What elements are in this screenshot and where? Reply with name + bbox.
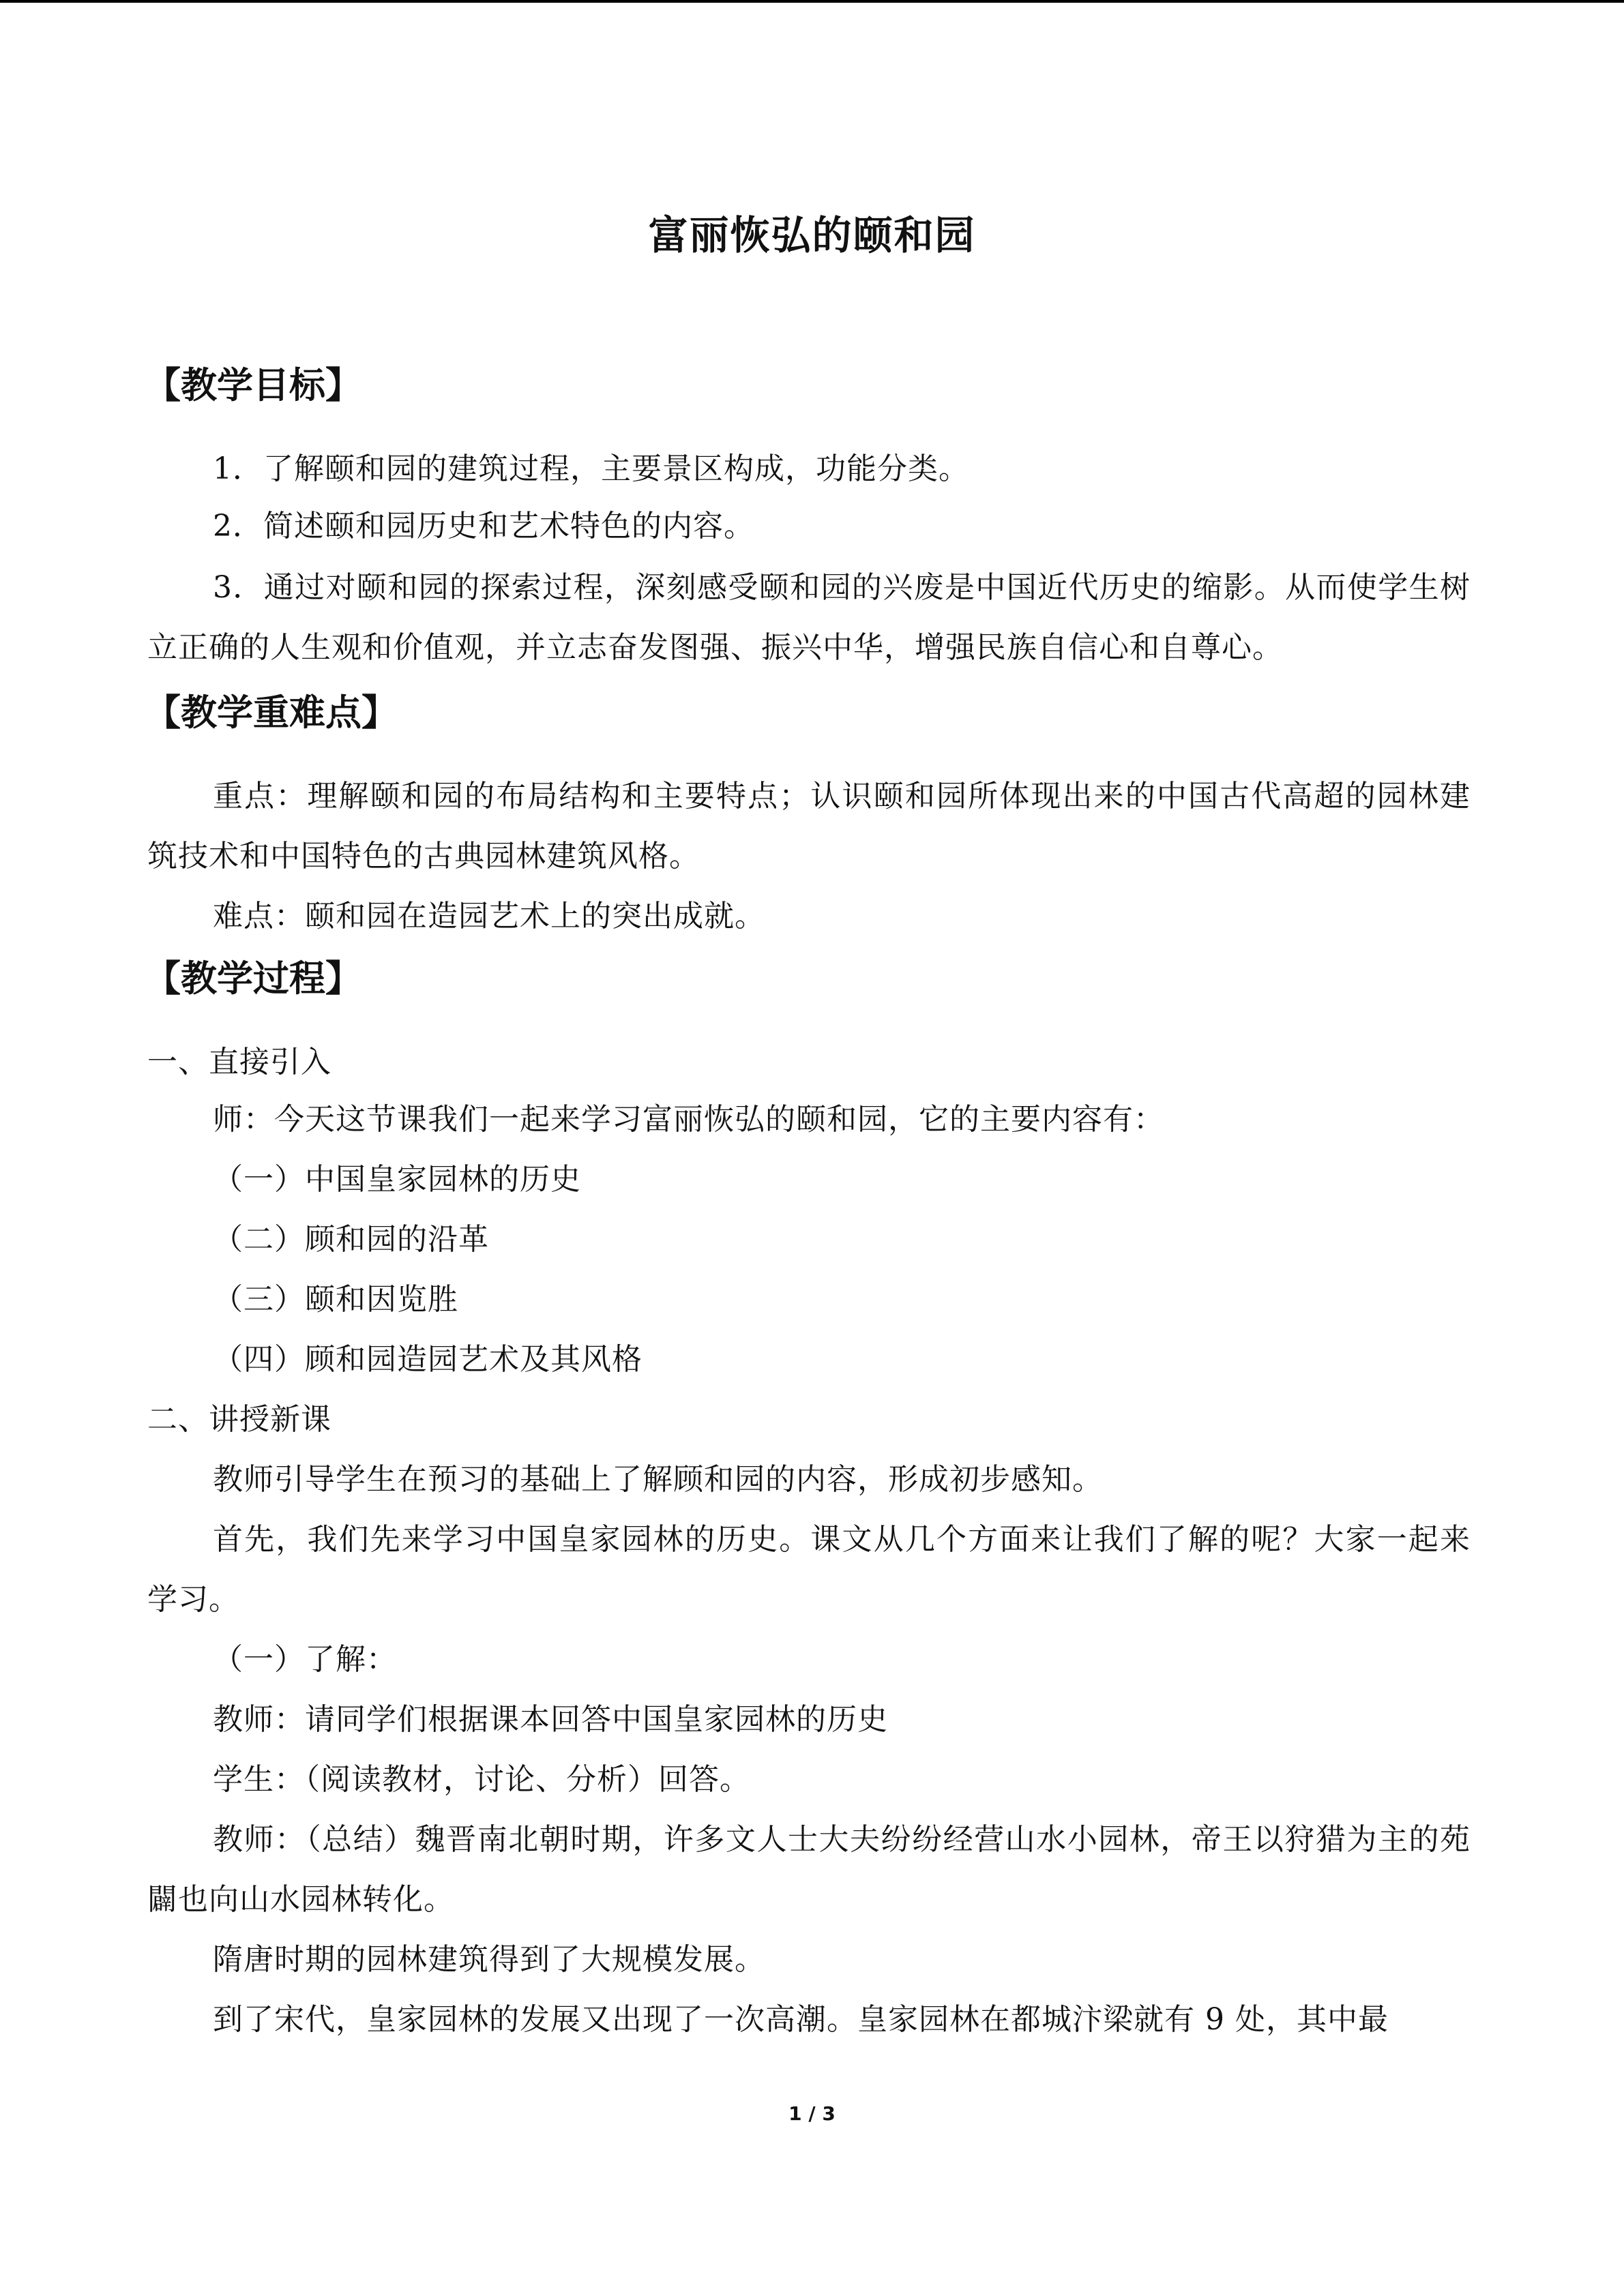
process-part2-p2: 首先，我们先来学习中国皇家园林的历史。课文从几个方面来让我们了解的呢？大家一起来学习。 <box>147 1522 1471 1617</box>
teacher-question: 教师：请同学们根据课本回答中国皇家园林的历史 <box>213 1702 888 1737</box>
process-part1-title: 一、直接引入 <box>147 1045 331 1079</box>
key-point-difficulty: 难点：颐和园在造园艺术上的突出成就。 <box>213 899 765 934</box>
section-heading-objectives: 【教学目标】 <box>145 365 361 406</box>
section-heading-key-points: 【教学重难点】 <box>145 692 398 734</box>
content-list-item-4: （四）顾和园造园艺术及其风格 <box>213 1342 643 1377</box>
process-part1-intro: 师：今天这节课我们一起来学习富丽恢弘的颐和园，它的主要内容有： <box>213 1102 1164 1137</box>
student-answer: 学生：（阅读教材，讨论、分析）回答。 <box>213 1762 750 1797</box>
process-part2-p1: 教师引导学生在预习的基础上了解顾和园的内容，形成初步感知。 <box>213 1462 1103 1497</box>
document-title: 富丽恢弘的颐和园 <box>648 212 976 258</box>
process-part2-title: 二、讲授新课 <box>147 1402 331 1437</box>
top-border-rule <box>0 0 1624 3</box>
key-point-emphasis: 重点：理解颐和园的布局结构和主要特点；认识颐和园所体现出来的中国古代高超的园林建筑技术和中国特色的古典园林建筑风格。 <box>147 779 1471 874</box>
page-number: 1 / 3 <box>788 2102 836 2125</box>
objective-item-3: 3．通过对颐和园的探索过程，深刻感受颐和园的兴废是中国近代历史的缩影。从而使学生树立正确的人生观和价值观，并立志奋发图强、振兴中华，增强民族自信心和自尊心。 <box>147 570 1471 665</box>
process-part2-sub-label: （一）了解： <box>213 1642 397 1677</box>
content-list-item-1: （一）中国皇家园林的历史 <box>213 1162 581 1197</box>
sui-tang-paragraph: 隋唐时期的园林建筑得到了大规模发展。 <box>213 1942 765 1977</box>
content-list-item-2: （二）顾和园的沿革 <box>213 1222 489 1257</box>
objective-item-2: 2．简述颐和园历史和艺术特色的内容。 <box>213 509 754 543</box>
section-heading-process: 【教学过程】 <box>145 958 361 1000</box>
teacher-summary: 教师：（总结）魏晋南北朝时期，许多文人士大夫纷纷经营山水小园林，帝王以狩猎为主的苑闢也向山水园林转化。 <box>147 1822 1471 1917</box>
content-list-item-3: （三）颐和因览胜 <box>213 1282 458 1317</box>
song-paragraph: 到了宋代，皇家园林的发展又出现了一次高潮。皇家园林在都城汴梁就有 9 处，其中最 <box>213 2002 1389 2037</box>
objective-item-1: 1．了解颐和园的建筑过程，主要景区构成，功能分类。 <box>213 451 969 486</box>
